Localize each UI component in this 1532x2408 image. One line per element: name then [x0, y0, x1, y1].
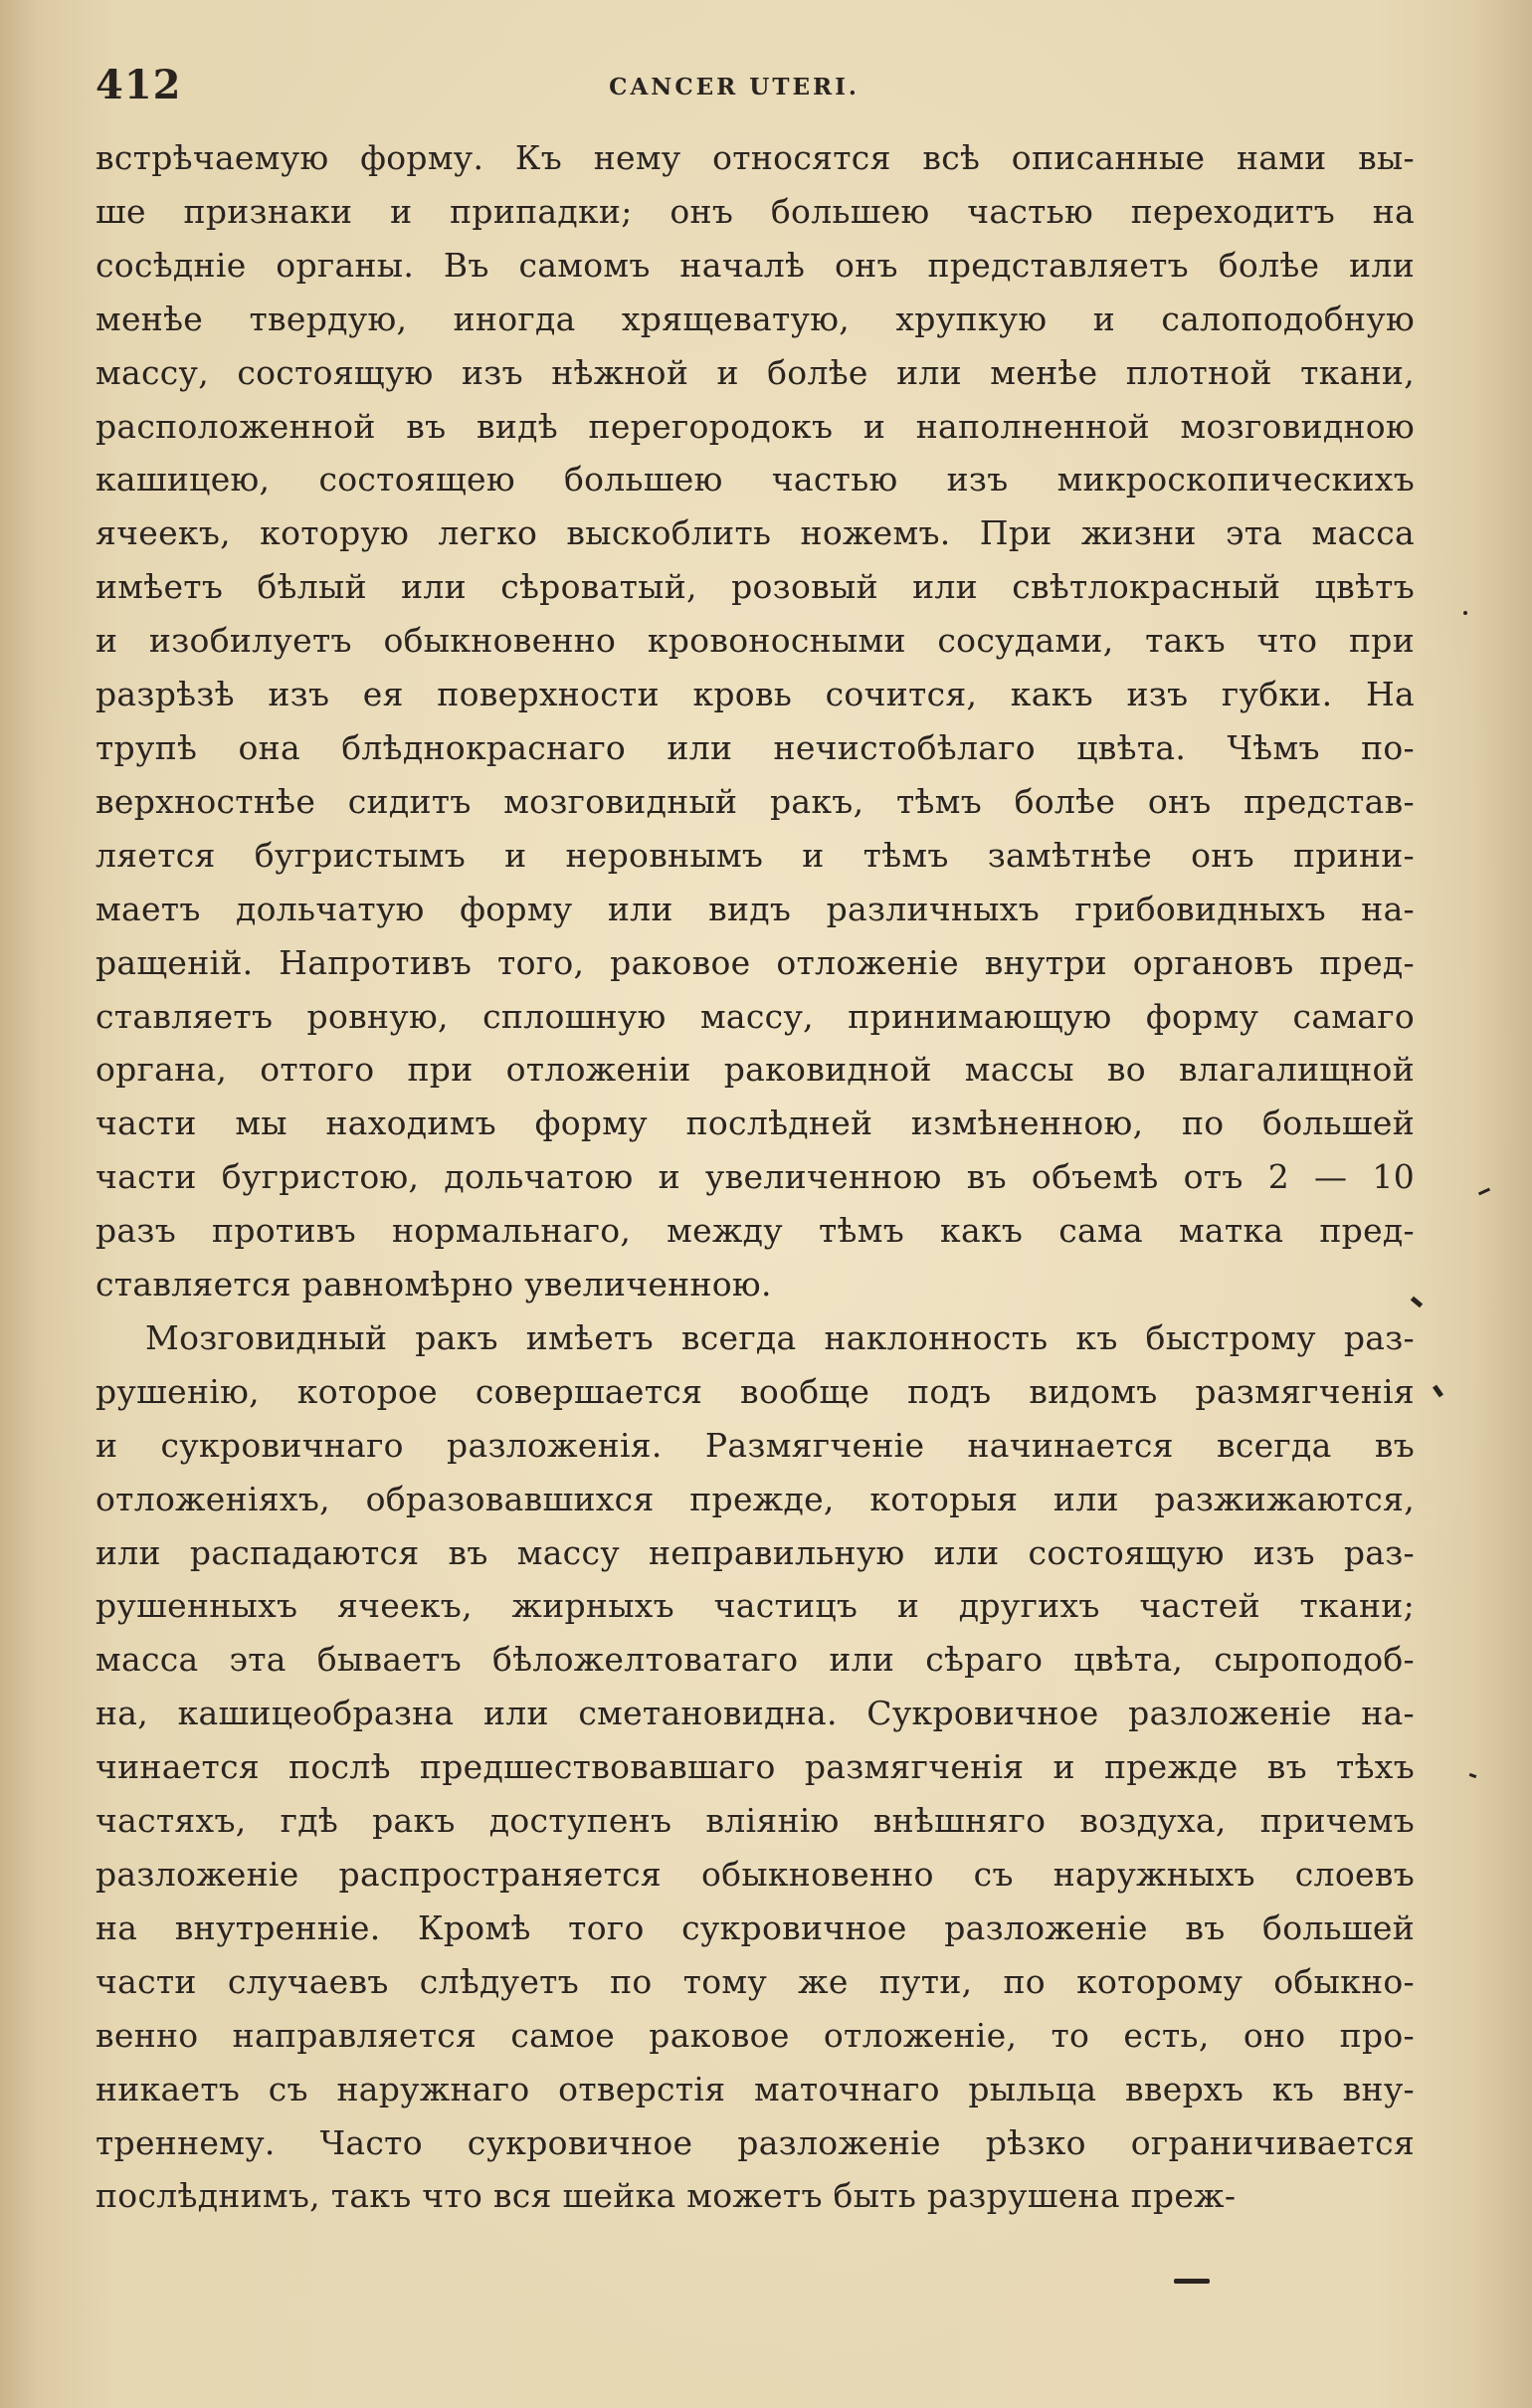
text-line: треннему. Часто сукровичное разложенiе рѣзко ограничивается: [96, 2122, 1415, 2162]
body-text: [96, 131, 1415, 2223]
text-line: масса эта бываетъ бѣложелтоватаго или сѣраго цвѣта, сыроподоб-: [96, 1640, 1415, 1680]
stray-mark: [1469, 1773, 1477, 1778]
text-line: верхностнѣе сидитъ мозговидный ракъ, тѣмъ болѣе онъ представ-: [96, 781, 1415, 821]
text-line: ставляетъ ровную, сплошную массу, принимающую форму самаго: [96, 996, 1415, 1036]
stray-mark: [1433, 1385, 1443, 1398]
text-line: расположенной въ видѣ перегородокъ и наполненной мозговидною: [96, 406, 1415, 446]
text-line: массу, состоящую изъ нѣжной и болѣе или менѣе плотной ткани,: [96, 352, 1415, 392]
text-line: и изобилуетъ обыкновенно кровоносными сосудами, такъ что при: [96, 621, 1415, 661]
text-line: рушенныхъ ячеекъ, жирныхъ частицъ и другихъ частей ткани;: [96, 1586, 1415, 1626]
text-line: менѣе твердую, иногда хрящеватую, хрупкую и салоподобную: [96, 299, 1415, 338]
text-line: и сукровичнаго разложенiя. Размягченiе начинается всегда въ: [96, 1425, 1415, 1465]
text-line: ячеекъ, которую легко выскоблить ножемъ. При жизни эта масса: [96, 513, 1415, 553]
text-line: ше признаки и припадки; онъ большею частью переходитъ на: [96, 191, 1415, 231]
page-header: [96, 62, 1373, 113]
text-line: части бугристою, дольчатою и увеличенною въ объемѣ отъ 2 — 10: [96, 1157, 1415, 1197]
page-ornament: [1174, 2279, 1210, 2284]
text-line: чинается послѣ предшествовавшаго размягченiя и прежде въ тѣхъ: [96, 1747, 1415, 1787]
text-line: части мы находимъ форму послѣдней измѣненною, по большей: [96, 1104, 1415, 1143]
text-line: сосѣднiе органы. Въ самомъ началѣ онъ представляетъ болѣе или: [96, 245, 1415, 285]
text-line: разрѣзѣ изъ ея поверхности кровь сочится, какъ изъ губки. На: [96, 675, 1415, 714]
text-line: венно направляется самое раковое отложенiе, то есть, оно про-: [96, 2015, 1415, 2055]
text-line: разъ противъ нормальнаго, между тѣмъ какъ сама матка пред-: [96, 1211, 1415, 1251]
text-line: разложенiе распространяется обыкновенно съ наружныхъ слоевъ: [96, 1855, 1415, 1894]
text-line: органа, оттого при отложенiи раковидной массы во влагалищной: [96, 1050, 1415, 1090]
text-line: маетъ дольчатую форму или видъ различныхъ грибовидныхъ на-: [96, 889, 1415, 928]
running-head: CANCER UTERI.: [609, 74, 860, 100]
text-line: на внутреннiе. Кромѣ того сукровичное разложенiе въ большей: [96, 1907, 1415, 1947]
stray-mark: [1478, 1188, 1490, 1196]
text-line: никаетъ съ наружнаго отверстiя маточнаго рыльца вверхъ къ вну-: [96, 2069, 1415, 2108]
text-line: ляется бугристымъ и неровнымъ и тѣмъ замѣтнѣе онъ прини-: [96, 835, 1415, 875]
text-line: отложенiяхъ, образовавшихся прежде, которыя или разжижаются,: [96, 1479, 1415, 1518]
paragraph: [96, 131, 1415, 1311]
text-line: рушенiю, которое совершается вообще подъ видомъ размягченiя: [96, 1371, 1415, 1411]
stray-mark: [1463, 611, 1467, 615]
text-line: части случаевъ слѣдуетъ по тому же пути, по которому обыкно-: [96, 1961, 1415, 2001]
text-line: частяхъ, гдѣ ракъ доступенъ влiянiю внѣшняго воздуха, причемъ: [96, 1801, 1415, 1841]
text-line: Мозговидный ракъ имѣетъ всегда наклонность къ быстрому раз-: [145, 1317, 1415, 1357]
text-line: кашицею, состоящею большею частью изъ микроскопическихъ: [96, 460, 1415, 500]
text-line: или распадаются въ массу неправильную или состоящую изъ раз-: [96, 1532, 1415, 1572]
text-line: трупѣ она блѣднокраснаго или нечистобѣлаго цвѣта. Чѣмъ по-: [96, 727, 1415, 767]
text-line: ставляется равномѣрно увеличенною.: [96, 1265, 772, 1304]
text-line: на, кашицеобразна или сметановидна. Сукровичное разложенiе на-: [96, 1694, 1415, 1733]
text-line: послѣднимъ, такъ что вся шейка можетъ быть разрушена преж-: [96, 2176, 1237, 2216]
text-line: ращенiй. Напротивъ того, раковое отложенiе внутри органовъ пред-: [96, 942, 1415, 982]
paragraph: [96, 1311, 1415, 2223]
text-line: встрѣчаемую форму. Къ нему относятся всѣ описанные нами вы-: [96, 138, 1415, 177]
text-line: имѣетъ бѣлый или сѣроватый, розовый или свѣтлокрасный цвѣтъ: [96, 567, 1415, 607]
page-number: 412: [96, 62, 182, 108]
